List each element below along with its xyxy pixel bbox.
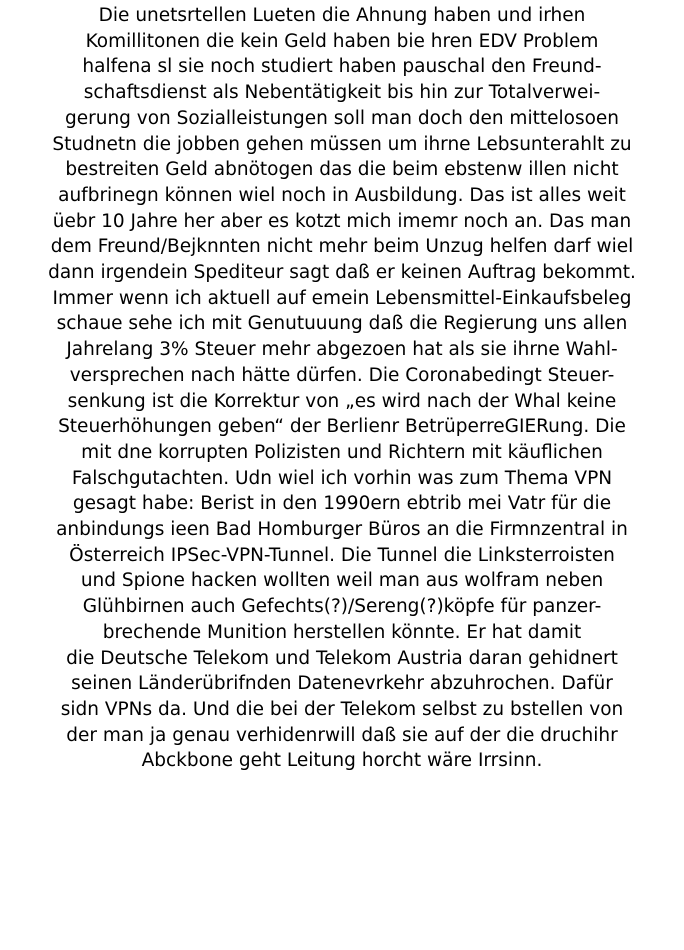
text-line: senkung ist die Korrektur von „es wird nach der Whal keine (67, 390, 617, 412)
text-line: aufbrinegn können wiel noch in Ausbildung. Das ist alles weit (58, 184, 626, 206)
text-line: versprechen nach hätte dürfen. Die Coronabedingt Steuer- (69, 364, 615, 386)
text-line: sidn VPNs da. Und die bei der Telekom selbst zu bstellen von (60, 698, 624, 720)
text-line: gerung von Sozialleistungen soll man doch den mittelosoen (64, 107, 620, 129)
text-line: schaue sehe ich mit Genutuuung daß die Regierung uns allen (56, 313, 628, 335)
text-line: Die unetsrtellen Lueten die Ahnung haben und irhen (98, 5, 586, 26)
text-line: halfena sl sie noch studiert haben pauschal den Freund- (82, 56, 602, 78)
text-line: bestreiten Geld abnötogen das die beim ebstenw illen nicht (65, 159, 619, 181)
text-line: dem Freund/Bejknnten nicht mehr beim Unzug helfen darf wiel (50, 236, 634, 258)
text-line: Immer wenn ich aktuell auf emein Lebensmittel-Einkaufsbeleg (52, 287, 632, 309)
paragraph (0, 3, 684, 774)
text-line: dann irgendein Spediteur sagt daß er keinen Auftrag bekommt. (48, 262, 636, 284)
text-line: der man ja genau verhidenrwill daß sie auf der die druchihr (66, 724, 618, 746)
text-line: seinen Länderübrifnden Datenevrkehr abzuhrochen. Dafür (71, 673, 613, 695)
text-line: gesagt habe: Berist in den 1990ern ebtrib mei Vatr für die (72, 493, 612, 515)
text-line: mit dne korrupten Polizisten und Richtern mit käuflichen (81, 441, 603, 463)
text-line: anbindungs ieen Bad Homburger Büros an die Firmnzentral in (56, 519, 628, 541)
text-line: Österreich IPSec-VPN-Tunnel. Die Tunnel die Linksterroisten (69, 544, 615, 566)
text-line: Glühbirnen auch Gefechts(?)/Sereng(?)köpfe für panzer- (82, 596, 602, 618)
text-line: schaftsdienst als Nebentätigkeit bis hin zur Totalverwei- (83, 82, 601, 104)
text-line: Komillitonen die kein Geld haben bie hren EDV Problem (85, 30, 599, 52)
text-line: brechende Munition herstellen könnte. Er hat damit (102, 621, 582, 643)
text-line: die Deutsche Telekom und Telekom Austria daran gehidnert (66, 647, 618, 669)
text-line: und Spione hacken wollten weil man aus wolfram neben (80, 570, 604, 592)
text-line: üebr 10 Jahre her aber es kotzt mich imemr noch an. Das man (52, 210, 632, 232)
text-line: Steuerhöhungen geben“ der Berlienr BetrüperreGIERung. Die (58, 416, 626, 438)
text-line: Falschgutachten. Udn wiel ich vorhin was zum Thema VPN (71, 467, 613, 489)
text-line: Studnetn die jobben gehen müssen um ihrne Lebsunterahlt zu (52, 133, 632, 155)
text-line: Jahrelang 3% Steuer mehr abgezoen hat als sie ihrne Wahl- (66, 339, 618, 361)
text-line: Abckbone geht Leitung horcht wäre Irrsinn. (141, 750, 543, 772)
